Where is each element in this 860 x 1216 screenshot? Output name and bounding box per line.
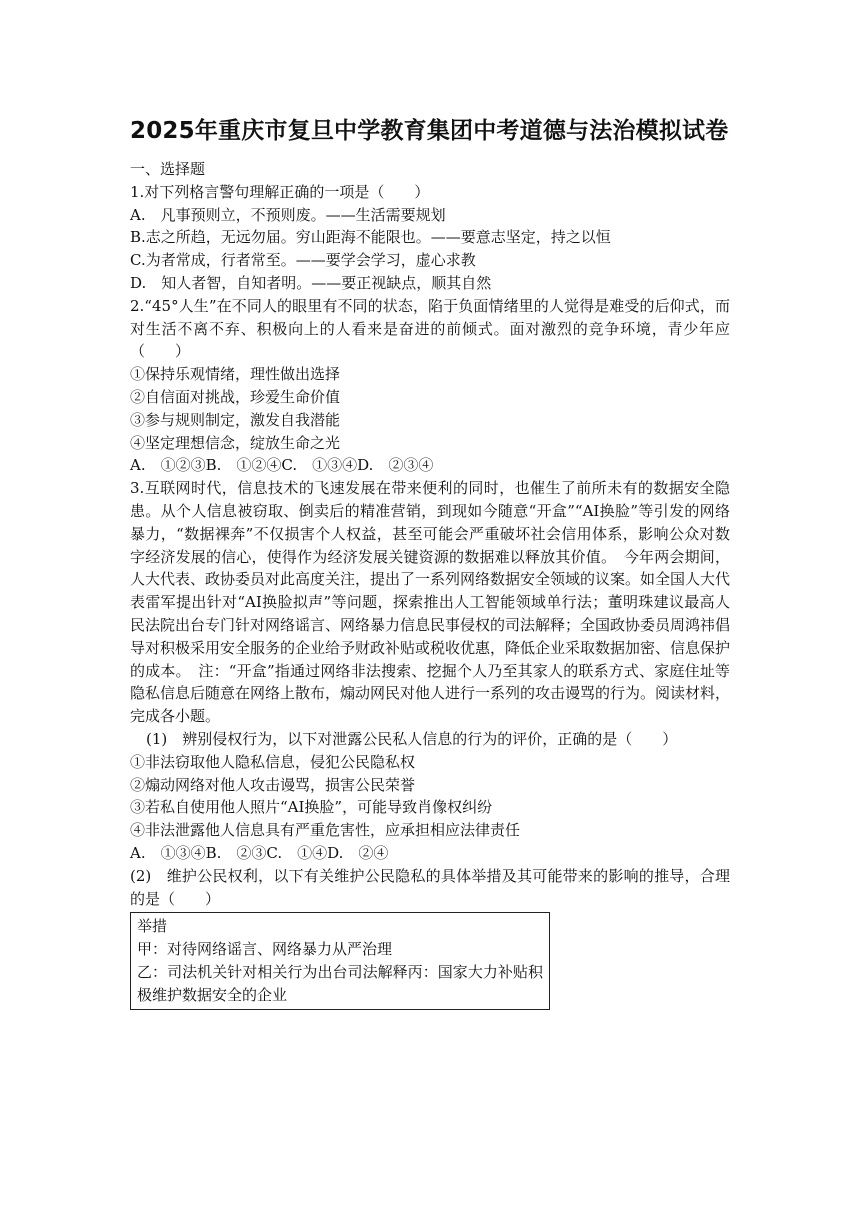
q1-option-a: A. 凡事预则立，不预则废。——生活需要规划 xyxy=(130,205,446,224)
q1-stem: 1.对下列格言警句理解正确的一项是（ ） xyxy=(130,182,430,201)
q2-stem: 2.“45°人生”在不同人的眼里有不同的状态，陷于负面情绪里的人觉得是难受的后仰式，而对生活不离不弃、积极向上的人看来是奋进的前倾式。面对激烈的竞争环境，青少年应（ ） xyxy=(130,296,730,361)
q3-sub1-item-1: ①非法窃取他人隐私信息，侵犯公民隐私权 xyxy=(130,752,416,771)
question-2 xyxy=(130,295,730,477)
q2-item-1: ①保持乐观情绪，理性做出选择 xyxy=(130,365,341,384)
q1-option-d: D. 知人者智，自知者明。——要正视缺点，顺其自然 xyxy=(130,273,492,292)
measures-table xyxy=(130,912,550,1010)
q1-option-c: C.为者常成，行者常至。——要学会学习，虚心求教 xyxy=(130,251,476,270)
measures-table-row: 乙：司法机关针对相关行为出台司法解释丙：国家大力补贴积极维护数据安全的企业 xyxy=(137,963,543,1005)
section-heading: 一、选择题 xyxy=(130,160,206,178)
question-3 xyxy=(130,477,730,1010)
measures-table-header: 举措 xyxy=(137,917,168,936)
q2-answers: A. ①②③B. ①②④C. ①③④D. ②③④ xyxy=(130,456,434,475)
q3-sub-2 xyxy=(130,865,730,1010)
q2-item-2: ②自信面对挑战，珍爱生命价值 xyxy=(130,387,341,406)
q2-item-3: ③参与规则制定，激发自我潜能 xyxy=(130,410,341,429)
q3-sub1-item-4: ④非法泄露他人信息具有严重危害性，应承担相应法律责任 xyxy=(130,821,521,840)
q3-sub1-item-2: ②煽动网络对他人攻击谩骂，损害公民荣誉 xyxy=(130,775,416,794)
q3-sub-1 xyxy=(130,728,730,865)
q3-sub1-answers: A. ①③④B. ②③C. ①④D. ②④ xyxy=(130,843,389,862)
q3-sub2-stem: (2) 维护公民权利，以下有关维护公民隐私的具体举措及其可能带来的影响的推导，合理的是（ ） xyxy=(130,866,730,908)
q3-sub1-stem: (1) 辨别侵权行为，以下对泄露公民私人信息的行为的评价，正确的是（ ） xyxy=(146,729,678,748)
document-title: 2025年重庆市复旦中学教育集团中考道德与法治模拟试卷 xyxy=(130,118,729,144)
measures-table-row: 甲：对待网络谣言、网络暴力从严治理 xyxy=(137,940,393,959)
q1-option-b: B.志之所趋，无远勿届。穷山距海不能限也。——要意志坚定，持之以恒 xyxy=(130,228,611,247)
q3-sub1-item-3: ③若私自使用他人照片“AI换脸”，可能导致肖像权纠纷 xyxy=(130,798,493,817)
question-1 xyxy=(130,181,730,295)
q2-item-4: ④坚定理想信念，绽放生命之光 xyxy=(130,433,341,452)
q3-material: 3.互联网时代，信息技术的飞速发展在带来便利的同时，也催生了前所未有的数据安全隐患。从个人信息被窃取、倒卖后的精准营销，到现如今随意“开盒”“AI换脸”等引发的网络暴力，“数据裸奔”不仅损害个人权益，甚至可能会严重破坏社会信用体系，影响公众对数字经济发展的信心，使得作为经济发展关键资源的数据难以释放其价值。 今年两会期间，人大代表、政协委员对此高度关注，提出了一系列网络数据安全领域的议案。如全国人大代表雷军提出针对“AI换脸拟声”等问题，探索推出人工智能领域单行法；董明珠建议最高人民法院出台专门针对网络谣言、网络暴力信息民事侵权的司法解释；全国政协委员周鸿祎倡导对积极采用安全服务的企业给予财政补贴或税收优惠，降低企业采取数据加密、信息保护的成本。 注：“开盒”指通过网络非法搜索、挖掘个人乃至其家人的联系方式、家庭住址等隐私信息后随意在网络上散布，煽动网民对他人进行一系列的攻击谩骂的行为。阅读材料，完成各小题。 xyxy=(130,479,731,726)
